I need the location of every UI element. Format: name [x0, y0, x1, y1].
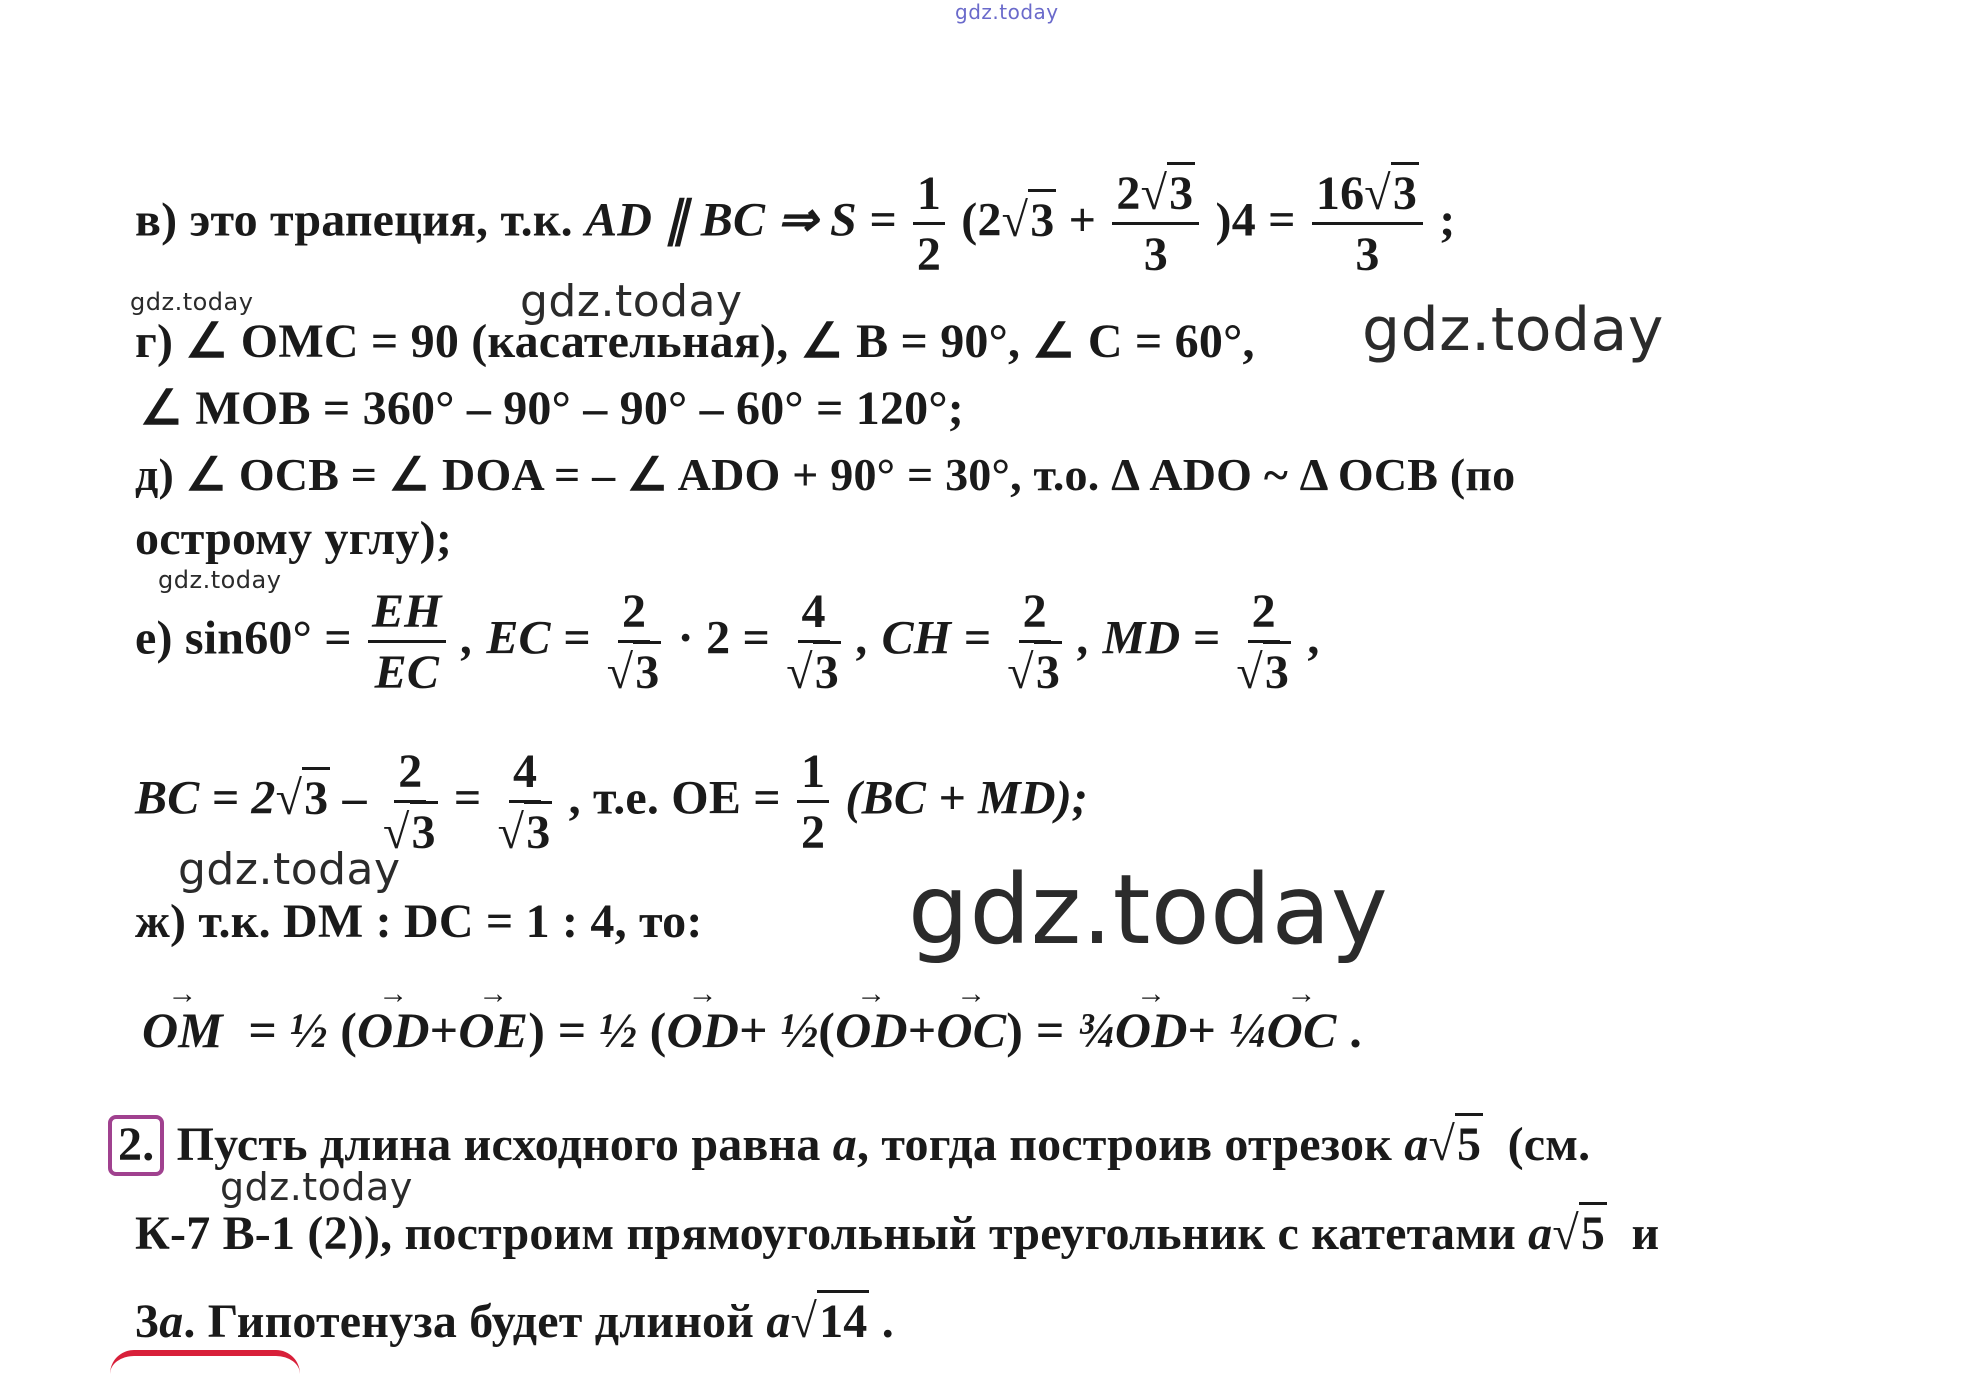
text-part: , MD = [1078, 611, 1221, 665]
radicand: 3 [524, 801, 552, 859]
sqrt-3: √3 [1364, 170, 1419, 218]
line-zh: ж) т.к. DM : DC = 1 : 4, то: [135, 895, 703, 948]
line-d1: д) ∠ OCB = ∠ DOA = – ∠ ADO + 90° = 30°, т.о. Δ ADO ~ Δ OCB (по [135, 449, 1516, 500]
task2-line1 [108, 1115, 1590, 1176]
watermark-small-2: gdz.today [158, 566, 282, 594]
radicand: 3 [633, 641, 661, 699]
equals-sign: = [453, 771, 482, 825]
watermark-top: gdz.today [955, 0, 1059, 24]
equals-sign: = [248, 1002, 278, 1058]
semicolon: ; [1439, 193, 1456, 247]
watermark-xlarge: gdz.today [908, 854, 1389, 966]
fraction-16sqrt3-over-3 [1312, 167, 1423, 281]
plus-sign: + [907, 1002, 937, 1058]
vector-od: → OD [666, 1005, 739, 1055]
sqrt-5: √5 [1552, 1210, 1607, 1258]
line-e [135, 585, 1320, 699]
line-g1: г) ∠ OMC = 90 (касательная), ∠ B = 90°, ∠ C = 60°, [135, 315, 1255, 368]
radicand: 3 [302, 767, 330, 825]
text-part: К-7 В-1 (2)), построим прямоугольный треугольник с катетами [135, 1207, 1516, 1260]
variable-a: a [832, 1118, 857, 1171]
line-g2: ∠ MOB = 360° – 90° – 90° – 60° = 120°; [140, 382, 964, 435]
paren-close: ) [528, 1002, 546, 1058]
watermark-medium-2: gdz.today [178, 844, 401, 895]
fraction-2-sqrt3 [382, 745, 438, 859]
fraction-num: 1 [797, 748, 829, 803]
sqrt-3: √3 [607, 643, 662, 697]
sqrt-3: √3 [276, 775, 331, 823]
sqrt-3: √3 [1141, 170, 1196, 218]
plus-sign: + [1187, 1002, 1217, 1058]
text-part: (2 [961, 193, 1002, 247]
line-bc-prefix: BC = 2 [135, 771, 276, 825]
vector-oe: → OE [458, 1005, 528, 1055]
variable-a: a [1528, 1207, 1553, 1260]
fraction-2-sqrt3 [1236, 585, 1291, 699]
vector-om: → OM [142, 1005, 223, 1055]
text-part: Пусть длина исходного равна [176, 1118, 821, 1171]
text-part: )4 = [1215, 193, 1296, 247]
fraction-den: EC [374, 646, 440, 699]
vector-oc: → OC [1267, 1005, 1337, 1055]
fraction-half: ½ [599, 1002, 637, 1058]
fraction-den: 3 [1355, 228, 1380, 281]
period: . [1349, 1002, 1362, 1058]
fraction-num: 2 [1248, 588, 1280, 643]
radicand: 3 [1391, 162, 1419, 220]
watermark-medium-3: gdz.today [220, 1165, 413, 1209]
fraction-4-sqrt3 [786, 585, 841, 699]
sqrt-3: √3 [1007, 643, 1062, 697]
radicand: 14 [817, 1290, 869, 1348]
fraction-one-quarter: ¼ [1228, 1002, 1267, 1058]
text-part: , тогда построив отрезок [857, 1118, 1393, 1171]
variable-a: a [159, 1295, 184, 1348]
paren-open: ( [818, 1002, 836, 1058]
watermark-small-1: gdz.today [130, 288, 254, 316]
comma: , [1307, 611, 1320, 665]
task2-line2 [135, 1207, 1660, 1260]
fraction-2-sqrt3 [606, 585, 662, 699]
vector-od: → OD [835, 1005, 908, 1055]
sqrt-3: √3 [498, 803, 553, 857]
watermark-large-1: gdz.today [1362, 295, 1664, 365]
sqrt-3: √3 [1002, 197, 1057, 245]
variable-a: a [766, 1295, 791, 1348]
line-v-condition: AD ∥ BC ⇒ S = [585, 193, 897, 247]
text-part: , т.е. OE = [568, 771, 781, 825]
text-part: 3 [135, 1295, 160, 1348]
fraction-three-quarters: ¾ [1077, 1002, 1115, 1058]
fraction-2-sqrt3 [1007, 585, 1062, 699]
radicand: 5 [1455, 1113, 1483, 1171]
sqrt-3: √3 [1236, 643, 1291, 697]
fraction-eh-ec [368, 585, 446, 699]
paren-open: ( [649, 1002, 667, 1058]
variable-a: a [1404, 1118, 1429, 1171]
vector-oc: → OC [936, 1005, 1006, 1055]
line-vectors [142, 1002, 1362, 1058]
radicand: 5 [1579, 1202, 1607, 1260]
radicand: 3 [410, 801, 438, 859]
radicand: 3 [1034, 641, 1062, 699]
line-d2: острому углу); [135, 512, 453, 565]
paren-close: ) [1006, 1002, 1024, 1058]
plus-sign: + [429, 1002, 459, 1058]
coef: 16 [1315, 167, 1365, 220]
fraction-den: 2 [801, 806, 826, 859]
fraction-num [1312, 167, 1423, 225]
text-part: . Гипотенуза будет длиной [183, 1295, 755, 1348]
task2-line3 [135, 1295, 894, 1348]
fraction-num: 4 [798, 588, 830, 643]
fraction-2sqrt3-over-3 [1112, 167, 1199, 281]
sqrt-14: √14 [791, 1298, 870, 1346]
fraction-half [913, 167, 945, 281]
fraction-half: ½ [780, 1002, 819, 1058]
fraction-num [1112, 167, 1199, 225]
line-v [135, 167, 1456, 281]
fraction-num: 2 [394, 748, 426, 803]
sqrt-5: √5 [1428, 1121, 1483, 1169]
period: . [881, 1295, 894, 1348]
task-number-badge: 2. [108, 1115, 164, 1176]
paren-open: ( [340, 1002, 358, 1058]
line-e-prefix: е) sin60° = [135, 611, 352, 665]
fraction-num: 1 [913, 170, 945, 225]
minus-sign: – [342, 771, 367, 825]
equals-sign: = [557, 1002, 587, 1058]
equals-sign: = [1035, 1002, 1065, 1058]
text-part: (см. [1507, 1118, 1591, 1171]
text-part: и [1631, 1207, 1660, 1260]
coef: 2 [1116, 167, 1141, 220]
fraction-num: 2 [618, 588, 650, 643]
fraction-den: 2 [916, 228, 942, 281]
line-v-prefix: в) это трапеция, т.к. [135, 193, 573, 247]
text-part: (BC + MD); [845, 771, 1089, 825]
line-bc [135, 745, 1089, 859]
fraction-4-sqrt3 [497, 745, 553, 859]
radicand: 3 [1167, 162, 1195, 220]
text-part: , CH = [857, 611, 992, 665]
text-part: , EC = [461, 611, 591, 665]
fraction-den: 3 [1143, 228, 1168, 281]
next-task-badge-edge [110, 1350, 300, 1374]
fraction-half: ½ [289, 1002, 328, 1058]
vector-od: → OD [1115, 1005, 1188, 1055]
fraction-num: EH [368, 588, 446, 643]
fraction-num: 4 [509, 748, 541, 803]
radicand: 3 [813, 641, 841, 699]
plus-sign: + [739, 1002, 768, 1058]
radicand: 3 [1263, 641, 1291, 699]
vector-od: → OD [357, 1005, 430, 1055]
plus-sign: + [1068, 193, 1097, 247]
fraction-half [797, 745, 829, 859]
text-part: · 2 = [677, 611, 771, 665]
fraction-num: 2 [1019, 588, 1051, 643]
radicand: 3 [1028, 189, 1056, 247]
sqrt-3: √3 [383, 803, 438, 857]
sqrt-3: √3 [786, 643, 841, 697]
watermark-medium-1: gdz.today [520, 276, 743, 327]
